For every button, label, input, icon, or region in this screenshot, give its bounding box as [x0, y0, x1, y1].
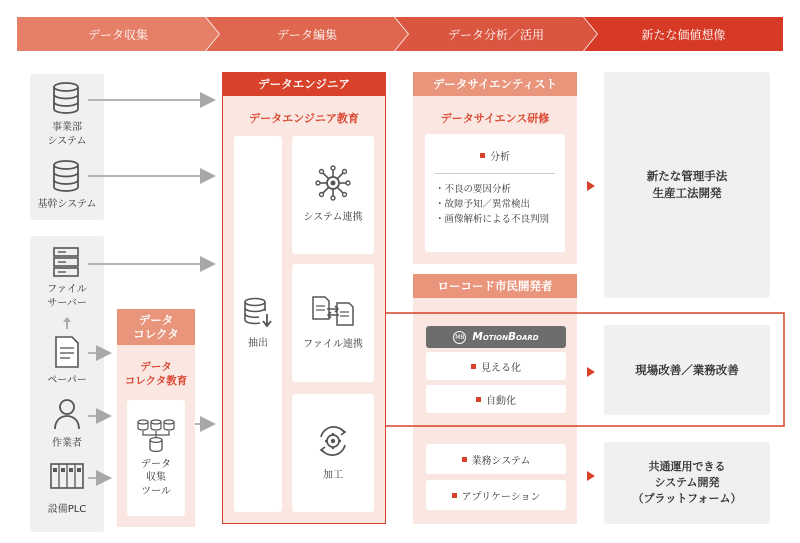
value-platform-label: 共通運用できる システム開発 （プラットフォーム）: [632, 460, 742, 505]
bullet-square-icon: [471, 364, 476, 369]
extract-label: 抽出: [248, 338, 268, 350]
system-link-label: システム連携: [303, 212, 363, 224]
process-step-label: データ収集: [87, 27, 148, 42]
arrow-right-icon: [587, 181, 595, 191]
process-step-label: 新たな価値想像: [641, 27, 726, 42]
source-dept-system-label: 事業部 システム: [47, 122, 87, 147]
application-label: アプリケーション: [461, 491, 541, 503]
scientist-training: データサイエンス研修: [440, 112, 550, 125]
source-plc-label: 設備PLC: [47, 504, 87, 515]
automate-label: 自動化: [486, 395, 516, 407]
collector-header: データ コレクタ: [117, 309, 195, 345]
engineer-header: データエンジニア: [222, 72, 386, 96]
collector-education: データ コレクタ教育: [124, 361, 188, 388]
business-system-card: [426, 444, 566, 474]
business-system-label: 業務システム: [471, 455, 531, 467]
file-link-label: ファイル連携: [303, 339, 363, 351]
value-platform-box: [604, 442, 770, 524]
process-label: 加工: [323, 470, 343, 482]
motionboard-logo-text: MotionBoard: [472, 331, 539, 343]
source-file-server-label: ファイル サーバー: [47, 284, 87, 309]
process-step-label: データ編集: [276, 27, 337, 42]
value-improvement-label: 現場改善／業務改善: [635, 363, 739, 377]
analysis-item: ・故障予知／異常検出: [435, 199, 531, 211]
analysis-item: ・画像解析による不良判別: [435, 214, 550, 226]
source-core-system-label: 基幹システム: [37, 199, 97, 210]
value-improvement-box: [604, 325, 770, 415]
lowcode-header: ローコード市民開発者: [413, 274, 577, 298]
value-management-label: 新たな管理手法 生産工法開発: [646, 168, 728, 200]
collector-tool-label: データ 収集 ツール: [141, 458, 171, 497]
value-management-box: [604, 72, 770, 298]
analysis-label: 分析: [490, 152, 510, 163]
application-card: [426, 480, 566, 510]
source-paper-label: ペーパー: [47, 375, 87, 386]
visualize-label: 見える化: [481, 362, 521, 374]
visualize-card: [426, 352, 566, 380]
motionboard-logo: [426, 326, 566, 348]
bullet-square-icon: [476, 397, 481, 402]
automate-card: [426, 385, 566, 413]
process-step-label: データ分析／活用: [447, 27, 544, 42]
bullet-square-icon: [462, 457, 467, 462]
bullet-square-icon: [452, 493, 457, 498]
engineer-education: データエンジニア教育: [249, 112, 359, 125]
arrow-right-icon: [587, 367, 595, 377]
arrow-right-icon: [587, 471, 595, 481]
source-worker-label: 作業者: [52, 438, 82, 449]
analysis-item: ・不良の要因分析: [435, 184, 512, 195]
scientist-header: データサイエンティスト: [413, 72, 577, 96]
motionboard-logo-icon: MB: [453, 331, 466, 344]
